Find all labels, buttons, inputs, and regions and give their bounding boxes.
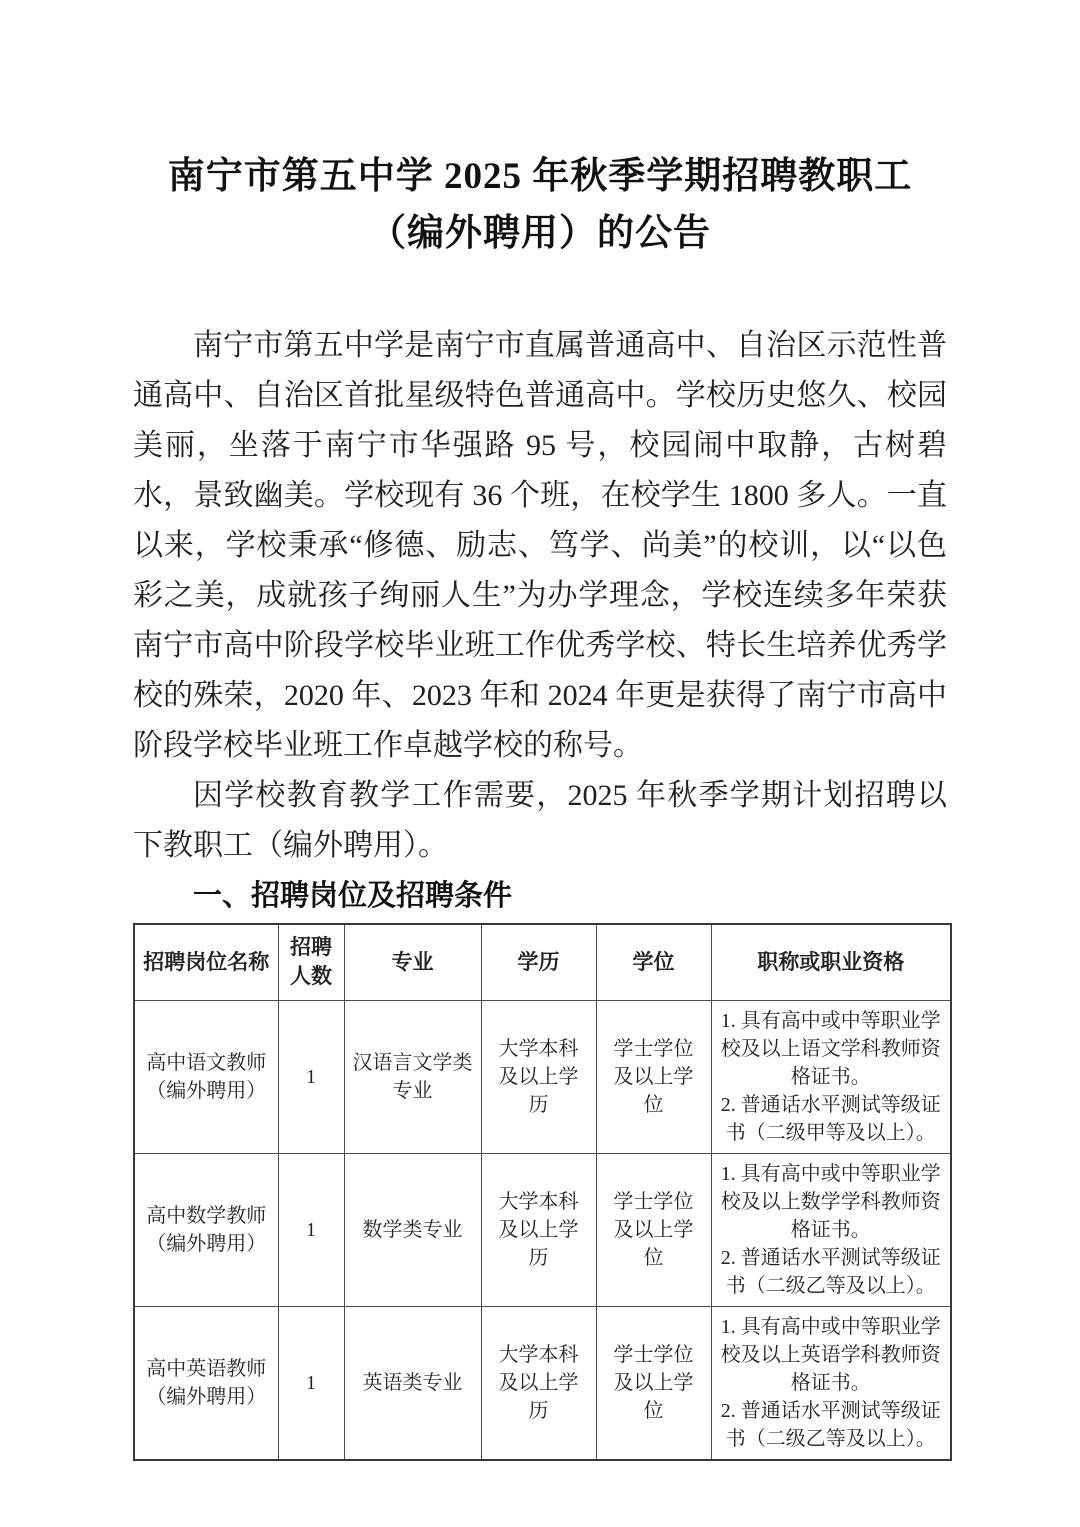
cell-count: 1 bbox=[278, 1000, 344, 1153]
qualification-item: 1. 具有高中或中等职业学校及以上语文学科教师资格证书。 bbox=[720, 1009, 941, 1088]
cell-education: 大学本科及以上学历 bbox=[481, 1306, 596, 1460]
recruit-plan-paragraph: 因学校教育教学工作需要，2025 年秋季学期计划招聘以下教职工（编外聘用）。 bbox=[133, 778, 947, 862]
cell-count: 1 bbox=[278, 1306, 344, 1460]
cell-degree: 学士学位及以上学位 bbox=[596, 1000, 711, 1153]
cell-qualification bbox=[711, 1153, 951, 1306]
table-row-math-teacher bbox=[134, 1153, 951, 1306]
header-cell-education: 学历 bbox=[481, 924, 596, 1000]
cell-position: 高中数学教师（编外聘用） bbox=[134, 1153, 278, 1306]
table-row-chinese-teacher bbox=[134, 1000, 951, 1153]
cell-major: 数学类专业 bbox=[344, 1153, 481, 1306]
cell-position: 高中英语教师（编外聘用） bbox=[134, 1306, 278, 1460]
header-cell-count: 招聘人数 bbox=[278, 924, 344, 1000]
page-title bbox=[133, 148, 947, 263]
qualification-item: 1. 具有高中或中等职业学校及以上英语学科教师资格证书。 bbox=[720, 1315, 941, 1394]
cell-degree: 学士学位及以上学位 bbox=[596, 1306, 711, 1460]
page-title-line-1: 南宁市第五中学 2025 年秋季学期招聘教职工 bbox=[167, 156, 913, 197]
cell-count: 1 bbox=[278, 1153, 344, 1306]
intro-paragraph: 南宁市第五中学是南宁市直属普通高中、自治区示范性普通高中、自治区首批星级特色普通高中。学校历史悠久、校园美丽，坐落于南宁市华强路 95 号，校园闹中取静，古树碧水，景致幽美。学校现有 36 个班，在校学生 1800 多人。一直以来，学校秉承“修德、励志、笃学、尚美”的校训，以“以色彩之美，成就孩子绚丽人生”为办学理念，学校连续多年荣获南宁市高中阶段学校毕业班工作优秀学校、特长生培养优秀学校的殊荣，2020 年、2023 年和 2024 年更是获得了南宁市高中阶段学校毕业班工作卓越学校的称号。 bbox=[133, 328, 947, 762]
table-header-row bbox=[134, 924, 951, 1000]
cell-major: 英语类专业 bbox=[344, 1306, 481, 1460]
qualification-item: 2. 普通话水平测试等级证书（二级甲等及以上）。 bbox=[720, 1093, 941, 1144]
header-cell-position: 招聘岗位名称 bbox=[134, 924, 278, 1000]
qualification-item: 2. 普通话水平测试等级证书（二级乙等及以上）。 bbox=[720, 1399, 941, 1450]
qualification-item: 1. 具有高中或中等职业学校及以上数学学科教师资格证书。 bbox=[720, 1162, 941, 1241]
cell-education: 大学本科及以上学历 bbox=[481, 1000, 596, 1153]
cell-position: 高中语文教师（编外聘用） bbox=[134, 1000, 278, 1153]
cell-qualification bbox=[711, 1306, 951, 1460]
section-heading-recruit-positions: 一、招聘岗位及招聘条件 bbox=[193, 879, 513, 912]
cell-degree: 学士学位及以上学位 bbox=[596, 1153, 711, 1306]
header-cell-qualification: 职称或职业资格 bbox=[711, 924, 951, 1000]
recruitment-table bbox=[133, 923, 952, 1461]
page-title-line-2: （编外聘用）的公告 bbox=[369, 213, 711, 255]
header-cell-major: 专业 bbox=[344, 924, 481, 1000]
header-cell-degree: 学位 bbox=[596, 924, 711, 1000]
table-row-english-teacher bbox=[134, 1306, 951, 1460]
cell-qualification bbox=[711, 1000, 951, 1153]
qualification-item: 2. 普通话水平测试等级证书（二级乙等及以上）。 bbox=[720, 1246, 941, 1297]
cell-education: 大学本科及以上学历 bbox=[481, 1153, 596, 1306]
cell-major: 汉语言文学类专业 bbox=[344, 1000, 481, 1153]
